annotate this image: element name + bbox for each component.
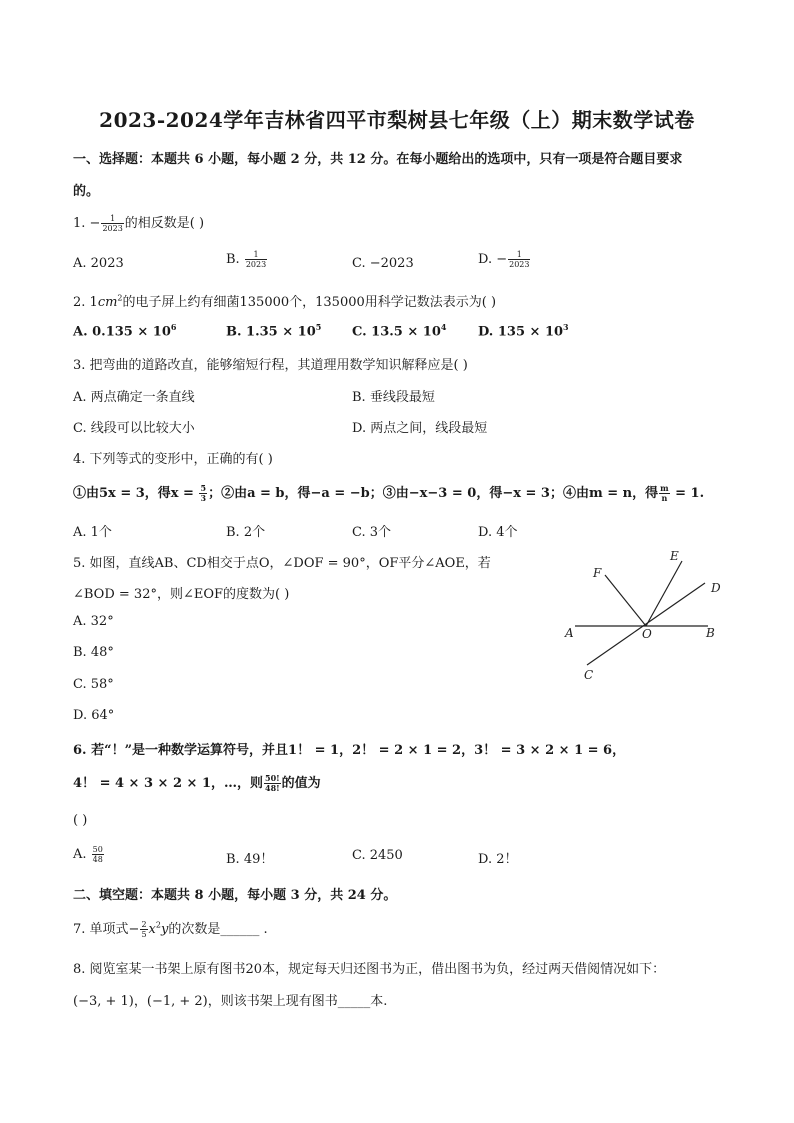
q4-s4-num: m bbox=[660, 483, 669, 493]
q7-frac-num: 2 bbox=[141, 920, 147, 929]
q2-option-c bbox=[352, 322, 446, 339]
question-2-stem bbox=[73, 291, 496, 310]
q4-statements bbox=[73, 482, 704, 503]
q5-geometry-figure bbox=[560, 545, 730, 685]
q1-frac-num: 1 bbox=[101, 214, 123, 224]
q6-option-d: D. 2！ bbox=[478, 852, 518, 867]
q7-var-x: x bbox=[148, 922, 156, 937]
q1-d-fraction bbox=[508, 250, 530, 269]
q1-b-prefix: B. bbox=[226, 252, 244, 267]
label-c: C bbox=[584, 668, 594, 682]
section-2-header: 二、填空题：本题共 8 小题，每小题 3 分，共 24 分。 bbox=[73, 888, 397, 903]
q5-option-a: A. 32° bbox=[73, 614, 114, 629]
q4-s4-fraction bbox=[659, 484, 669, 503]
label-a: A bbox=[565, 626, 574, 640]
q5-option-c: C. 58° bbox=[73, 677, 114, 692]
q1-d-prefix: D. − bbox=[478, 252, 508, 267]
question-4-stem: 4. 下列等式的变形中，正确的有( ) bbox=[73, 452, 273, 467]
q3-option-c: C. 线段可以比较大小 bbox=[73, 421, 195, 436]
q1-d-den: 2023 bbox=[509, 260, 530, 269]
question-7-stem bbox=[73, 918, 268, 939]
q6-a-fraction bbox=[92, 845, 104, 864]
q7-exp: 2 bbox=[155, 920, 161, 930]
q2-b-exp: 5 bbox=[315, 322, 322, 332]
q1-frac-den: 2023 bbox=[102, 224, 123, 233]
q2-d-exp: 3 bbox=[563, 322, 569, 332]
q1-option-b bbox=[226, 250, 268, 269]
q6-pre: 4！ = 4 × 3 × 2 × 1，…，则 bbox=[73, 776, 264, 791]
q4-s4-den: n bbox=[661, 493, 668, 503]
q7-fraction bbox=[140, 920, 147, 939]
q2-d-base: D. 135 × 10 bbox=[478, 324, 564, 340]
q2-option-b bbox=[226, 322, 321, 339]
q1-prefix: 1. − bbox=[73, 216, 101, 231]
q6-fraction bbox=[264, 774, 281, 793]
q1-b-num: 1 bbox=[245, 250, 267, 260]
q3-option-a: A. 两点确定一条直线 bbox=[73, 390, 195, 405]
label-f: F bbox=[593, 566, 602, 580]
q4-s1-num: 5 bbox=[200, 483, 207, 493]
q2-c-base: C. 13.5 × 10 bbox=[352, 324, 441, 340]
q4-s1-den: 3 bbox=[200, 493, 207, 503]
q5-option-b: B. 48° bbox=[73, 645, 114, 660]
ray-of bbox=[605, 575, 646, 626]
q1-option-a: A. 2023 bbox=[73, 256, 124, 271]
line-cd bbox=[587, 583, 705, 665]
q6-frac-den: 48! bbox=[265, 783, 280, 793]
q4-option-d: D. 4个 bbox=[478, 525, 518, 540]
q7-pre: 7. 单项式− bbox=[73, 922, 140, 937]
label-b: B bbox=[706, 626, 715, 640]
q2-unit-exp: 2 bbox=[117, 293, 123, 303]
question-1-stem bbox=[73, 212, 204, 233]
question-5-stem-cont: ∠BOD = 32°，则∠EOF的度数为( ) bbox=[73, 587, 290, 602]
q4-option-c: C. 3个 bbox=[352, 525, 392, 540]
q4-option-a: A. 1个 bbox=[73, 525, 112, 540]
q6-a-prefix: A. bbox=[73, 847, 91, 862]
q2-a-exp: 6 bbox=[170, 322, 177, 332]
section-1-header: 一、选择题：本题共 6 小题，每小题 2 分，共 12 分。在每小题给出的选项中，只有一项是符合题目要求 bbox=[73, 152, 683, 167]
q6-post: 的值为 bbox=[281, 776, 321, 791]
ray-oe bbox=[646, 561, 682, 626]
q5-option-d: D. 64° bbox=[73, 708, 115, 723]
q2-a-base: A. 0.135 × 10 bbox=[73, 324, 171, 340]
question-6-stem-cont bbox=[73, 772, 321, 793]
label-e: E bbox=[670, 549, 679, 563]
q6-option-b: B. 49！ bbox=[226, 852, 274, 867]
question-5-stem: 5. 如图，直线AB、CD相交于点O，∠DOF = 90°，OF平分∠AOE，若 bbox=[73, 556, 491, 571]
q1-option-c: C. −2023 bbox=[352, 256, 414, 271]
q1-option-d bbox=[478, 250, 531, 269]
q1-d-num: 1 bbox=[508, 250, 530, 260]
q6-option-a bbox=[73, 845, 105, 864]
q2-unit: cm bbox=[97, 295, 118, 310]
section-1-header-cont: 的。 bbox=[73, 184, 100, 199]
q7-frac-den: 5 bbox=[141, 930, 147, 939]
q6-answer-paren: ( ) bbox=[73, 813, 88, 828]
q3-option-d: D. 两点之间，线段最短 bbox=[352, 421, 488, 436]
question-8-stem-cont: (−3, + 1)，(−1, + 2)，则该书架上现有图书_____本. bbox=[73, 994, 388, 1009]
page-title: 2023-2024学年吉林省四平市梨树县七年级（上）期末数学试卷 bbox=[99, 108, 695, 132]
q6-a-den: 48 bbox=[92, 855, 103, 864]
q6-frac-num: 50! bbox=[265, 773, 280, 783]
q1-b-fraction bbox=[245, 250, 267, 269]
q2-option-a bbox=[73, 322, 176, 339]
q2-option-d bbox=[478, 322, 569, 339]
q3-option-b: B. 垂线段最短 bbox=[352, 390, 435, 405]
q1-fraction bbox=[101, 214, 123, 233]
q7-var-y: y bbox=[160, 922, 169, 937]
label-d: D bbox=[711, 581, 721, 595]
q6-a-num: 50 bbox=[92, 845, 103, 854]
q2-b-base: B. 1.35 × 10 bbox=[226, 324, 316, 340]
q2-pre: 2. 1 bbox=[73, 295, 98, 310]
q2-c-exp: 4 bbox=[440, 322, 447, 332]
q2-post: 的电子屏上约有细菌135000个，135000用科学记数法表示为( ) bbox=[122, 295, 497, 310]
q6-option-c: C. 2450 bbox=[352, 848, 403, 863]
q4-s2: ；②由a = b，得−a = −b；③由−x−3 = 0，得−x = 3；④由m = n，得 bbox=[208, 486, 659, 501]
q1-suffix: 的相反数是( ) bbox=[124, 216, 205, 231]
q4-option-b: B. 2个 bbox=[226, 525, 266, 540]
q4-s1-fraction bbox=[199, 484, 207, 503]
label-o: O bbox=[642, 627, 652, 641]
q4-s1: ①由5x = 3，得x = bbox=[73, 486, 199, 501]
question-6-stem: 6. 若“！”是一种数学运算符号，并且1！ = 1，2！ = 2 × 1 = 2，3！ = 3 × 2 × 1 = 6， bbox=[73, 743, 626, 758]
question-8-stem: 8. 阅览室某一书架上原有图书20本，规定每天归还图书为正，借出图书为负，经过两天借阅情况如下： bbox=[73, 962, 666, 977]
q4-s4-tail: = 1. bbox=[670, 486, 705, 501]
q7-post: 的次数是______ . bbox=[168, 922, 268, 937]
question-3-stem: 3. 把弯曲的道路改直，能够缩短行程，其道理用数学知识解释应是( ) bbox=[73, 358, 468, 373]
q1-b-den: 2023 bbox=[245, 260, 267, 269]
